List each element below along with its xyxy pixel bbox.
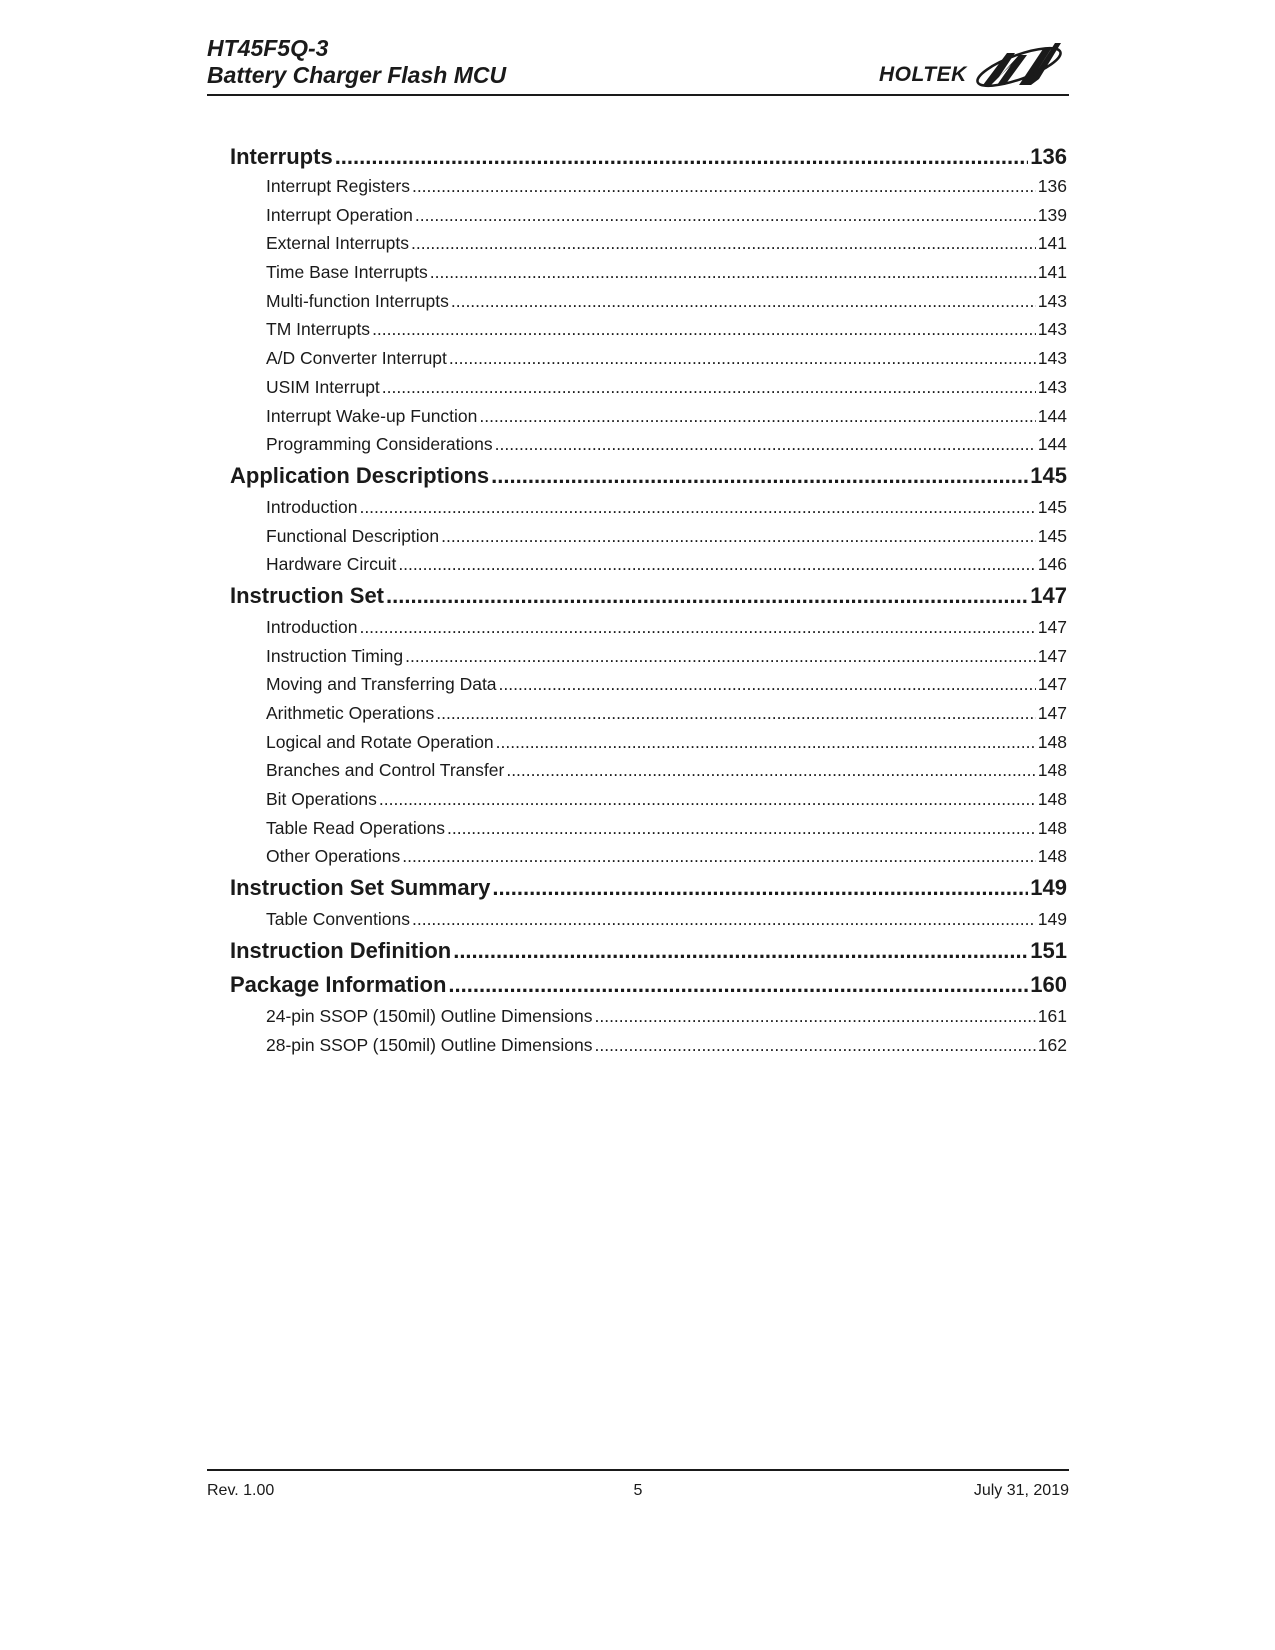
- toc-entry-label: Instruction Set Summary: [230, 875, 491, 901]
- toc-entry-page: 148: [1037, 789, 1067, 810]
- toc-item-entry[interactable]: [230, 785, 1067, 814]
- toc-entry-label: Application Descriptions: [230, 462, 490, 488]
- toc-dot-leader: [398, 550, 1035, 579]
- toc-item-entry[interactable]: [230, 229, 1067, 258]
- toc-section-entry[interactable]: [230, 871, 1067, 905]
- toc-entry-label: Moving and Transferring Data: [266, 674, 497, 695]
- toc-entry-label: Interrupt Operation: [266, 204, 413, 225]
- toc-entry-label: Instruction Timing: [266, 645, 404, 666]
- toc-entry-page: 147: [1037, 703, 1067, 723]
- toc-dot-leader: [495, 430, 1036, 459]
- toc-entry-label: Table Read Operations: [266, 817, 445, 838]
- toc-dot-leader: [451, 287, 1036, 316]
- toc-section-entry[interactable]: [230, 459, 1067, 493]
- toc-entry-page: 146: [1037, 554, 1067, 575]
- toc-item-entry[interactable]: [230, 172, 1067, 201]
- toc-item-entry[interactable]: [230, 373, 1067, 402]
- toc-entry-page: 149: [1037, 909, 1067, 930]
- toc-dot-leader: [506, 756, 1035, 785]
- toc-dot-leader: [386, 579, 1028, 613]
- publication-date: July 31, 2019: [973, 1482, 1069, 1499]
- toc-entry-page: 162: [1037, 1034, 1067, 1055]
- toc-entry-label: External Interrupts: [266, 233, 409, 254]
- toc-entry-page: 147: [1037, 616, 1067, 637]
- toc-entry-page: 147: [1037, 674, 1067, 695]
- toc-section-entry[interactable]: [230, 968, 1067, 1002]
- toc-item-entry[interactable]: [230, 550, 1067, 579]
- toc-entry-page: 136: [1037, 176, 1067, 196]
- toc-dot-leader: [492, 871, 1028, 905]
- toc-dot-leader: [447, 814, 1036, 843]
- toc-entry-label: Interrupts: [230, 144, 333, 169]
- toc-item-entry[interactable]: [230, 402, 1067, 431]
- toc-item-entry[interactable]: [230, 613, 1067, 642]
- page-number: 5: [633, 1482, 643, 1499]
- toc-entry-label: Table Conventions: [266, 909, 410, 930]
- toc-entry-label: A/D Converter Interrupt: [266, 348, 447, 369]
- toc-item-entry[interactable]: [230, 344, 1067, 373]
- toc-entry-page: 145: [1030, 462, 1067, 488]
- toc-entry-page: 149: [1030, 875, 1067, 901]
- toc-entry-page: 145: [1037, 496, 1067, 517]
- toc-entry-page: 148: [1037, 731, 1067, 752]
- toc-item-entry[interactable]: [230, 670, 1067, 699]
- toc-item-entry[interactable]: [230, 201, 1067, 230]
- toc-entry-label: Bit Operations: [266, 789, 377, 810]
- toc-entry-page: 143: [1037, 319, 1067, 340]
- toc-entry-page: 148: [1037, 846, 1067, 867]
- toc-item-entry[interactable]: [230, 315, 1067, 344]
- toc-entry-page: 136: [1030, 144, 1067, 169]
- toc-entry-page: 144: [1037, 434, 1067, 455]
- toc-entry-page: 143: [1037, 376, 1067, 397]
- toc-item-entry[interactable]: [230, 756, 1067, 785]
- toc-entry-label: Time Base Interrupts: [266, 262, 428, 283]
- toc-item-entry[interactable]: [230, 728, 1067, 757]
- toc-dot-leader: [491, 459, 1028, 493]
- toc-dot-leader: [379, 785, 1036, 814]
- toc-entry-label: Instruction Set: [230, 582, 385, 608]
- toc-dot-leader: [479, 402, 1035, 431]
- toc-entry-label: Interrupt Registers: [266, 176, 410, 196]
- toc-entry-label: 28-pin SSOP (150mil) Outline Dimensions: [266, 1034, 593, 1055]
- toc-entry-page: 141: [1037, 262, 1067, 283]
- toc-entry-label: Hardware Circuit: [266, 554, 397, 575]
- toc-entry-page: 147: [1037, 645, 1067, 666]
- toc-entry-label: Multi-function Interrupts: [266, 290, 449, 311]
- toc-dot-leader: [453, 934, 1028, 968]
- toc-item-entry[interactable]: [230, 905, 1067, 934]
- toc-entry-label: Interrupt Wake-up Function: [266, 405, 478, 426]
- toc-dot-leader: [402, 842, 1036, 871]
- toc-dot-leader: [436, 699, 1036, 728]
- toc-entry-label: Arithmetic Operations: [266, 703, 435, 723]
- toc-item-entry[interactable]: [230, 430, 1067, 459]
- toc-item-entry[interactable]: [230, 814, 1067, 843]
- toc-section-entry[interactable]: [230, 142, 1067, 172]
- toc-entry-label: Logical and Rotate Operation: [266, 731, 494, 752]
- toc-entry-label: Programming Considerations: [266, 434, 493, 455]
- toc-entry-page: 161: [1037, 1005, 1067, 1026]
- toc-entry-page: 147: [1030, 582, 1067, 608]
- toc-entry-label: Other Operations: [266, 846, 401, 867]
- toc-entry-label: 24-pin SSOP (150mil) Outline Dimensions: [266, 1005, 593, 1026]
- toc-dot-leader: [448, 968, 1028, 1002]
- toc-item-entry[interactable]: [230, 842, 1067, 871]
- toc-entry-page: 145: [1037, 525, 1067, 546]
- toc-entry-page: 143: [1037, 290, 1067, 311]
- toc-dot-leader: [430, 258, 1036, 287]
- toc-entry-page: 148: [1037, 760, 1067, 781]
- toc-section-entry[interactable]: [230, 934, 1067, 968]
- toc-entry-page: 148: [1037, 817, 1067, 838]
- toc-entry-label: Introduction: [266, 496, 358, 517]
- toc-item-entry[interactable]: [230, 699, 1067, 728]
- toc-dot-leader: [594, 1031, 1035, 1060]
- toc-entry-label: Branches and Control Transfer: [266, 760, 505, 781]
- toc-dot-leader: [405, 642, 1036, 671]
- header-rule: [207, 94, 1069, 96]
- toc-section-entry[interactable]: [230, 579, 1067, 613]
- toc-dot-leader: [412, 905, 1036, 934]
- document-title: HT45F5Q-3: [207, 35, 329, 61]
- toc-entry-label: USIM Interrupt: [266, 376, 380, 397]
- toc-entry-page: 141: [1037, 233, 1067, 254]
- toc-dot-leader: [359, 613, 1035, 642]
- document-subtitle: Battery Charger Flash MCU: [207, 62, 507, 88]
- page-header: [207, 35, 1069, 97]
- toc-dot-leader: [412, 172, 1036, 201]
- footer-rule: [207, 1469, 1069, 1471]
- toc-entry-label: TM Interrupts: [266, 319, 371, 340]
- toc-item-entry[interactable]: [230, 287, 1067, 316]
- toc-item-entry[interactable]: [230, 1031, 1067, 1060]
- toc-dot-leader: [359, 493, 1035, 522]
- holtek-logo: [879, 35, 1069, 97]
- toc-dot-leader: [411, 229, 1036, 258]
- toc-dot-leader: [496, 728, 1036, 757]
- toc-dot-leader: [415, 201, 1036, 230]
- toc-item-entry[interactable]: [230, 258, 1067, 287]
- toc-item-entry[interactable]: [230, 522, 1067, 551]
- toc-dot-leader: [449, 344, 1036, 373]
- revision-label: Rev. 1.00: [207, 1482, 275, 1499]
- toc-dot-leader: [372, 315, 1036, 344]
- toc-entry-page: 160: [1030, 971, 1067, 997]
- toc-item-entry[interactable]: [230, 1002, 1067, 1031]
- toc-item-entry[interactable]: [230, 493, 1067, 522]
- toc-entry-page: 151: [1030, 937, 1067, 963]
- toc-entry-page: 143: [1037, 348, 1067, 369]
- toc-dot-leader: [594, 1002, 1035, 1031]
- toc-dot-leader: [382, 373, 1036, 402]
- toc-dot-leader: [441, 522, 1036, 551]
- toc-entry-page: 144: [1037, 405, 1067, 426]
- toc-entry-label: Introduction: [266, 616, 358, 637]
- toc-item-entry[interactable]: [230, 642, 1067, 671]
- toc-dot-leader: [499, 670, 1036, 699]
- toc-entry-page: 139: [1037, 204, 1067, 225]
- toc-entry-label: Instruction Definition: [230, 937, 452, 963]
- toc-entry-label: Functional Description: [266, 525, 440, 546]
- toc-dot-leader: [335, 142, 1029, 172]
- toc-entry-label: Package Information: [230, 971, 447, 997]
- holtek-logo-text: HOLTEK: [879, 63, 967, 86]
- table-of-contents: [230, 142, 1067, 1059]
